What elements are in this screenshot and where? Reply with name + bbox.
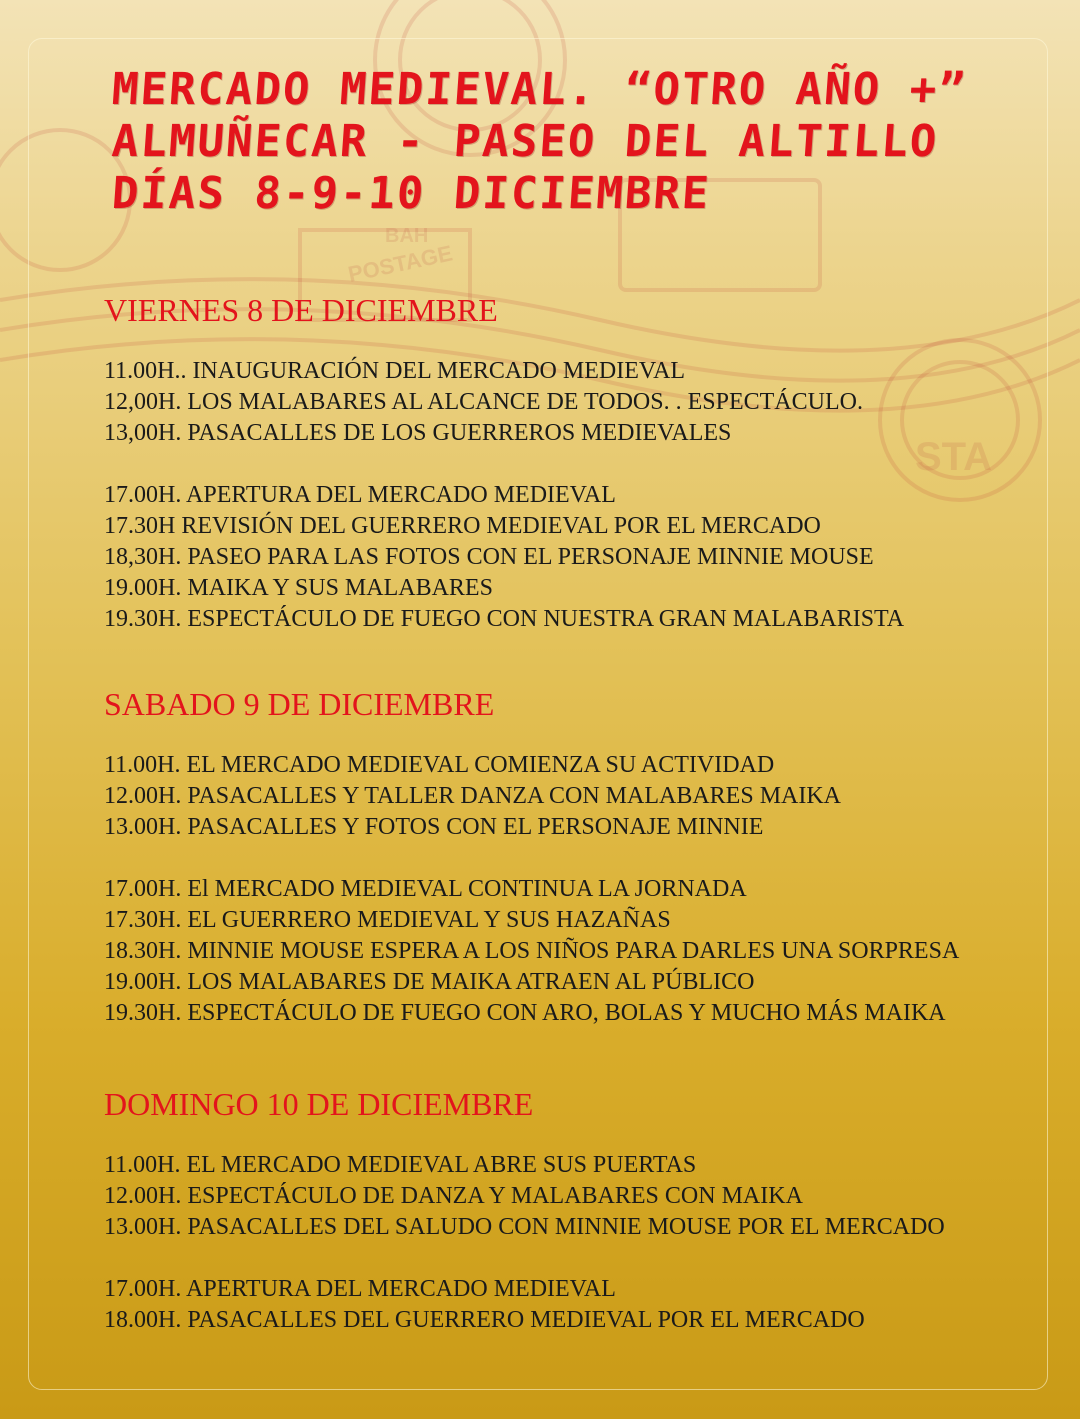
event-item: 18,30H. PASEO PARA LAS FOTOS CON EL PERSONAJE MINNIE MOUSE (104, 544, 874, 570)
title-line-location: ALMUÑECAR - PASEO DEL ALTILLO (110, 116, 941, 167)
day-section-sunday (104, 1086, 1044, 1336)
poster-title (112, 64, 1052, 220)
event-item: 12.00H. ESPECTÁCULO DE DANZA Y MALABARES CON MAIKA (104, 1183, 803, 1209)
day-heading-sunday: DOMINGO 10 DE DICIEMBRE (104, 1086, 534, 1122)
event-item: 13,00H. PASACALLES DE LOS GUERREROS MEDIEVALES (104, 420, 732, 446)
event-item: 19.00H. LOS MALABARES DE MAIKA ATRAEN AL PÚBLICO (104, 969, 755, 995)
event-item: 17.00H. APERTURA DEL MERCADO MEDIEVAL (104, 1276, 616, 1302)
event-item: 19.30H. ESPECTÁCULO DE FUEGO CON ARO, BOLAS Y MUCHO MÁS MAIKA (104, 1000, 946, 1026)
event-item: 13.00H. PASACALLES DEL SALUDO CON MINNIE MOUSE POR EL MERCADO (104, 1214, 945, 1240)
event-item: 17.00H. El MERCADO MEDIEVAL CONTINUA LA JORNADA (104, 876, 747, 902)
day-section-saturday (104, 686, 1044, 1029)
title-line-dates: DÍAS 8-9-10 DICIEMBRE (110, 168, 713, 219)
event-item: 11.00H. EL MERCADO MEDIEVAL ABRE SUS PUERTAS (104, 1152, 697, 1178)
stamp-text-bah: BAH (385, 225, 429, 247)
day-heading-friday: VIERNES 8 DE DICIEMBRE (104, 292, 498, 328)
event-item: 17.30H REVISIÓN DEL GUERRERO MEDIEVAL POR EL MERCADO (104, 513, 821, 539)
event-item: 13.00H. PASACALLES Y FOTOS CON EL PERSONAJE MINNIE (104, 814, 764, 840)
stamp-text-sta: STA (915, 435, 993, 479)
event-item: 17.00H. APERTURA DEL MERCADO MEDIEVAL (104, 482, 616, 508)
event-item: 19.30H. ESPECTÁCULO DE FUEGO CON NUESTRA GRAN MALABARISTA (104, 606, 905, 632)
day-heading-saturday: SABADO 9 DE DICIEMBRE (104, 686, 495, 722)
event-item: 12.00H. PASACALLES Y TALLER DANZA CON MALABARES MAIKA (104, 783, 842, 809)
stamp-text-postage: POSTAGE (345, 240, 455, 287)
event-item: 11.00H.. INAUGURACIÓN DEL MERCADO MEDIEVAL (104, 358, 686, 384)
day-section-friday (104, 292, 1044, 635)
event-item: 12,00H. LOS MALABARES AL ALCANCE DE TODOS. . ESPECTÁCULO. (104, 389, 863, 415)
event-item: 17.30H. EL GUERRERO MEDIEVAL Y SUS HAZAÑAS (104, 907, 671, 933)
title-line-event: MERCADO MEDIEVAL. “OTRO AÑO +” (110, 64, 969, 115)
event-item: 18.00H. PASACALLES DEL GUERRERO MEDIEVAL POR EL MERCADO (104, 1307, 865, 1333)
event-item: 18.30H. MINNIE MOUSE ESPERA A LOS NIÑOS PARA DARLES UNA SORPRESA (104, 938, 960, 964)
event-item: 19.00H. MAIKA Y SUS MALABARES (104, 575, 493, 601)
event-item: 11.00H. EL MERCADO MEDIEVAL COMIENZA SU ACTIVIDAD (104, 752, 775, 778)
